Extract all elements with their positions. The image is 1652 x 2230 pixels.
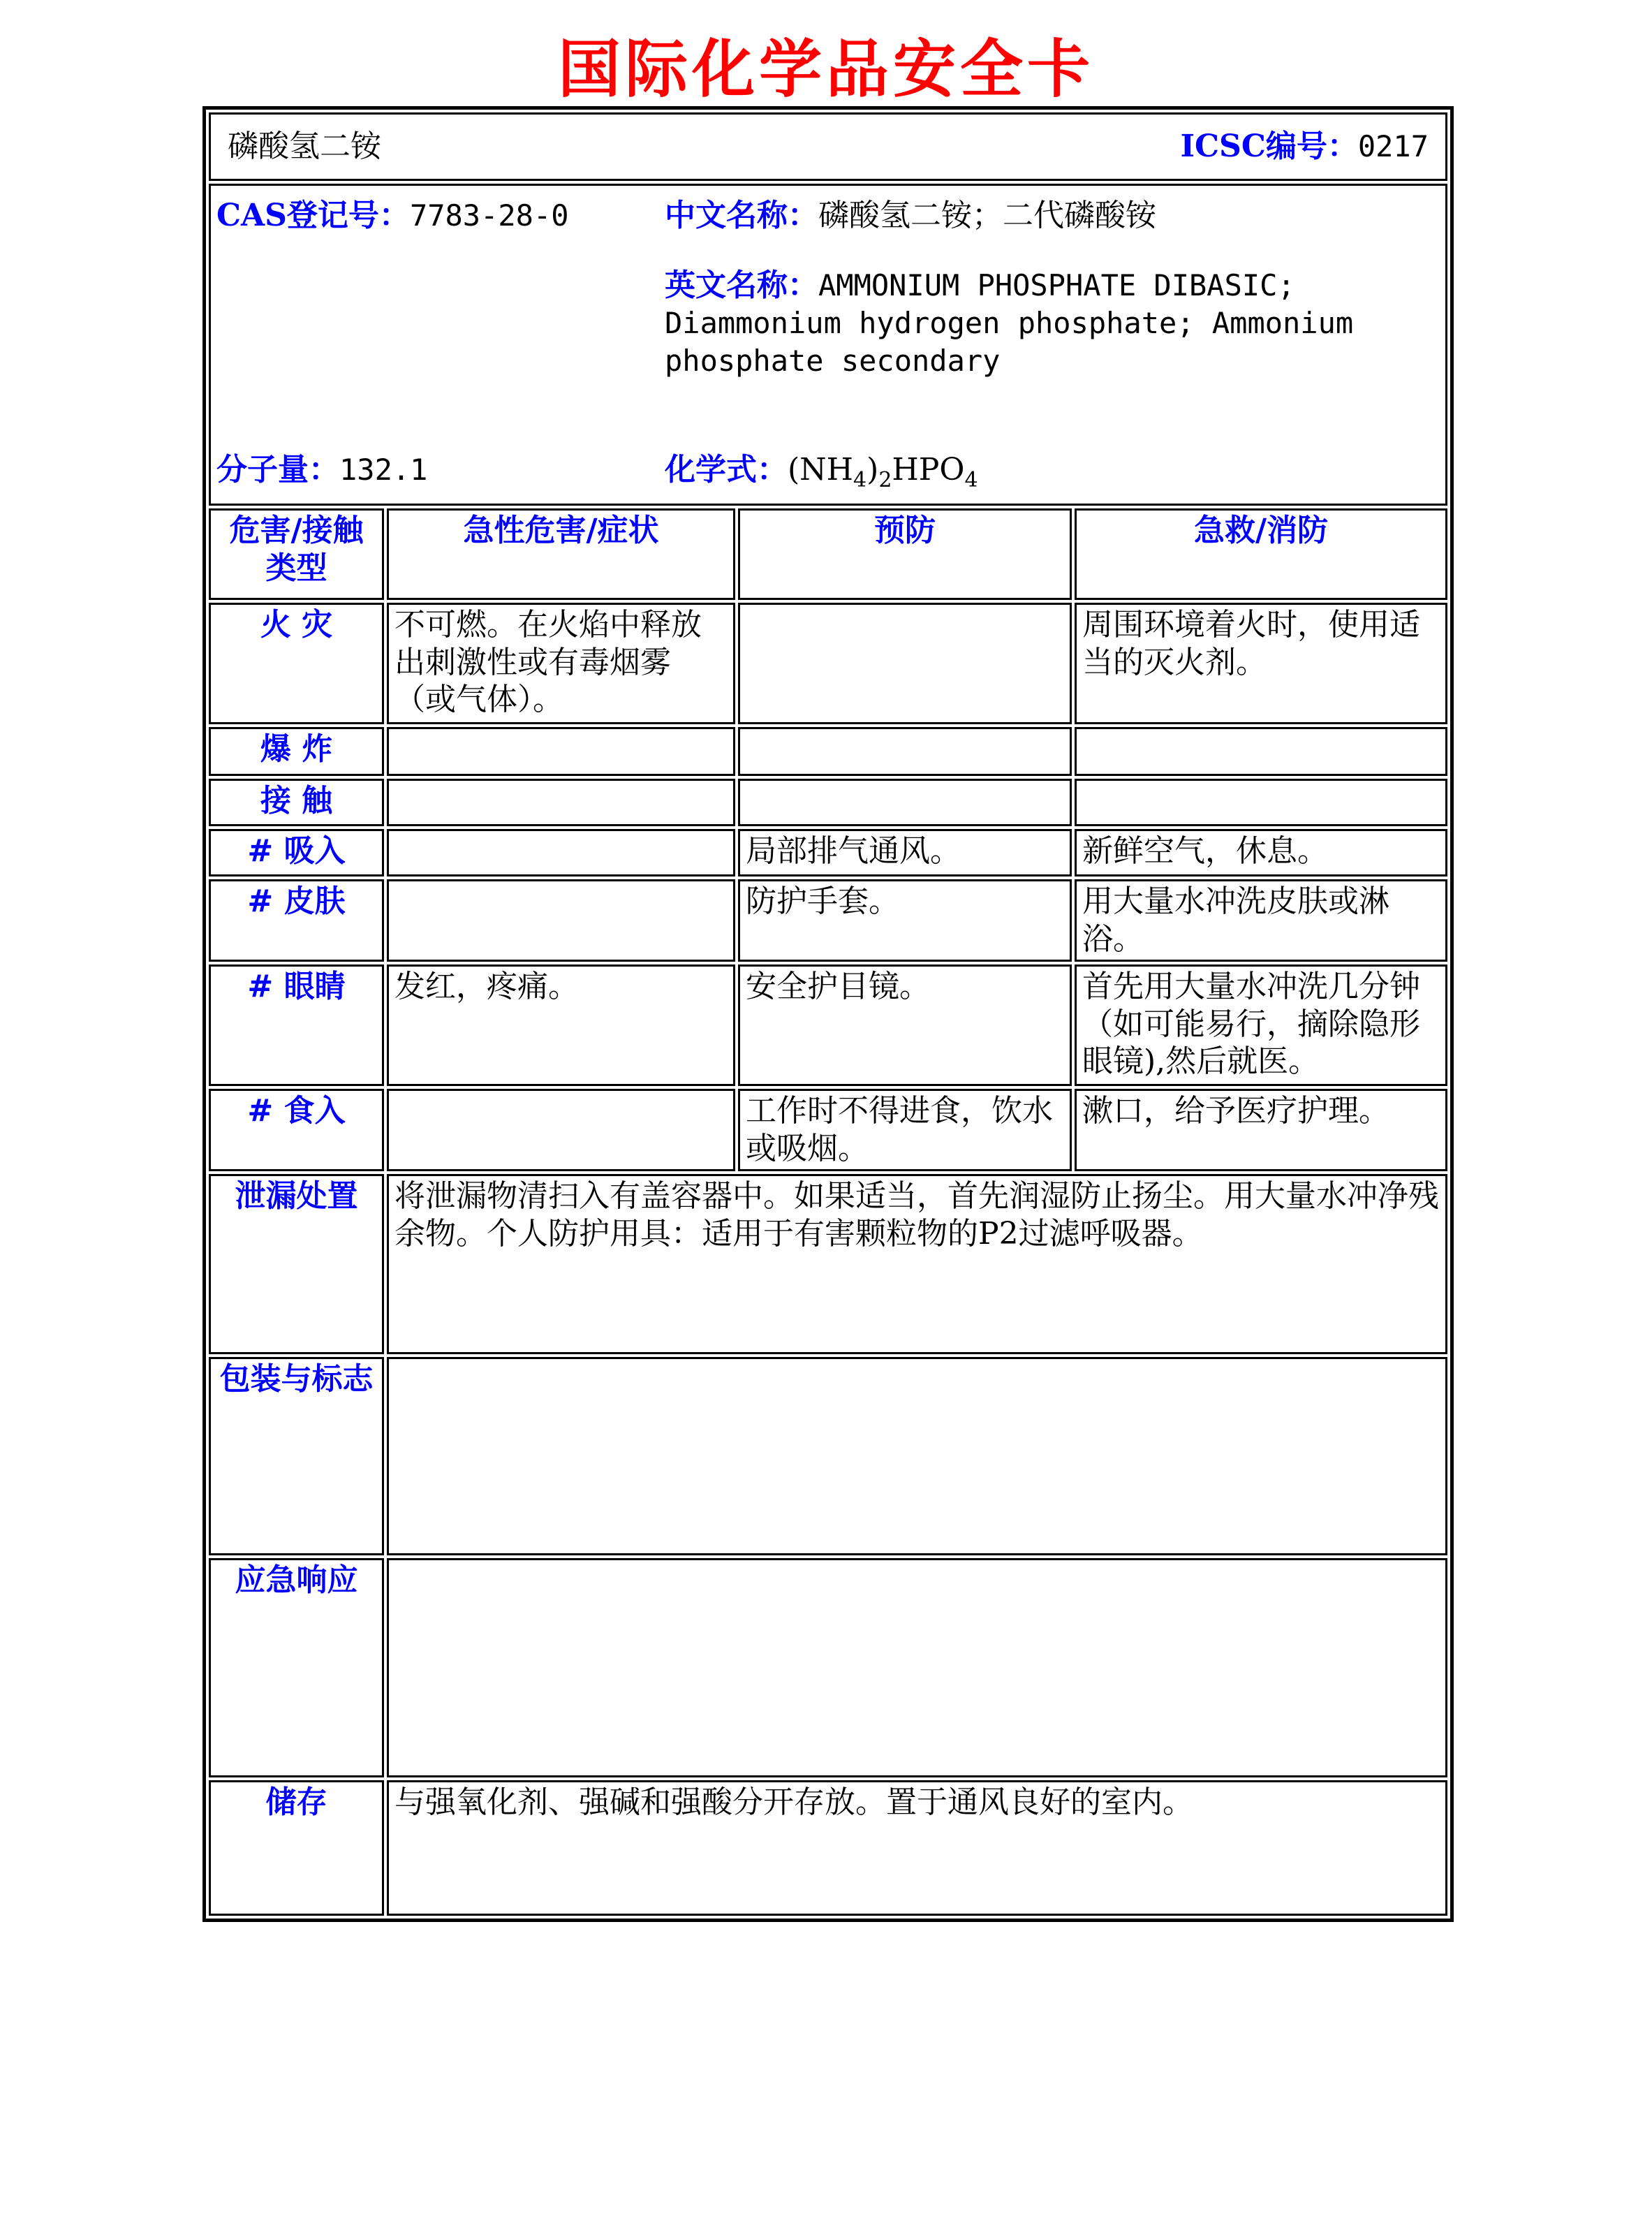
prevention-cell: 局部排气通风。 — [738, 829, 1072, 876]
hazard-row — [209, 964, 1447, 1086]
formula-subscript: 2 — [878, 467, 892, 492]
prevention-cell — [738, 603, 1072, 724]
hazard-column-header-2: 预防 — [738, 508, 1072, 600]
formula-text: HPO — [892, 451, 965, 487]
hazard-column-header-3: 急救/消防 — [1075, 508, 1447, 600]
symptoms-cell — [387, 1089, 735, 1171]
cas-label: CAS登记号： — [216, 198, 410, 233]
substance-name: 磷酸氢二铵 — [228, 129, 381, 165]
section-row — [209, 1357, 1447, 1555]
first-aid-cell: 漱口，给予医疗护理。 — [1075, 1089, 1447, 1171]
section-row — [209, 1780, 1447, 1916]
section-content-cell: 将泄漏物清扫入有盖容器中。如果适当，首先润湿防止扬尘。用大量水冲净残余物。个人防护用具：适用于有害颗粒物的P2过滤呼吸器。 — [387, 1174, 1447, 1354]
formula-value — [788, 451, 978, 492]
prevention-cell: 防护手套。 — [738, 879, 1072, 962]
english-name-group — [665, 267, 1445, 380]
section-row-label: 包装与标志 — [209, 1357, 384, 1555]
hazard-row — [209, 829, 1447, 876]
section-row-label: 泄漏处置 — [209, 1174, 384, 1354]
icsc-card-table — [202, 106, 1454, 1922]
formula-text: ) — [866, 451, 879, 487]
english-name-label: 英文名称： — [665, 267, 818, 303]
symptoms-cell — [387, 779, 735, 826]
prevention-cell — [738, 779, 1072, 826]
first-aid-cell — [1075, 727, 1447, 776]
section-row — [209, 1174, 1447, 1354]
cas-group — [216, 197, 665, 235]
hazard-row-label: # 吸入 — [209, 829, 384, 876]
identity-line-3 — [211, 451, 1445, 492]
hazard-row-label: # 眼睛 — [209, 964, 384, 1086]
identity-cell — [209, 184, 1447, 506]
hazard-header-row — [209, 508, 1447, 600]
formula-subscript: 4 — [853, 467, 867, 492]
prevention-cell: 工作时不得进食，饮水或吸烟。 — [738, 1089, 1072, 1171]
hazard-row-label: # 食入 — [209, 1089, 384, 1171]
icsc-number-value: 0217 — [1357, 129, 1429, 164]
formula-label: 化学式： — [665, 451, 788, 487]
prevention-cell: 安全护目镜。 — [738, 964, 1072, 1086]
symptoms-cell: 发红，疼痛。 — [387, 964, 735, 1086]
first-aid-cell: 首先用大量水冲洗几分钟（如可能易行，摘除隐形眼镜),然后就医。 — [1075, 964, 1447, 1086]
identity-line-1 — [211, 186, 1445, 235]
hazard-column-header-0: 危害/接触类型 — [209, 508, 384, 600]
formula-group — [665, 451, 978, 492]
section-row-label: 储存 — [209, 1780, 384, 1916]
hazard-row-label: 爆 炸 — [209, 727, 384, 776]
chinese-name-label: 中文名称： — [665, 198, 818, 233]
section-content-cell — [387, 1558, 1447, 1777]
formula-subscript: 4 — [964, 467, 978, 492]
cas-value: 7783-28-0 — [409, 198, 569, 233]
page-title: 国际化学品安全卡 — [558, 36, 1094, 105]
card-header-cell — [209, 112, 1447, 181]
icsc-number-group — [1180, 128, 1429, 166]
hazard-row — [209, 727, 1447, 776]
chinese-name-value: 磷酸氢二铵；二代磷酸铵 — [818, 198, 1156, 233]
section-content-cell: 与强氧化剂、强碱和强酸分开存放。置于通风良好的室内。 — [387, 1780, 1447, 1916]
card-header-row — [209, 112, 1447, 181]
english-name-value: AMMONIUM PHOSPHATE DIBASIC; Diammonium hydrogen phosphate; Ammonium phosphate secondary — [665, 267, 1354, 378]
first-aid-cell: 用大量水冲洗皮肤或淋浴。 — [1075, 879, 1447, 962]
hazard-row-label: 接 触 — [209, 779, 384, 826]
symptoms-cell — [387, 879, 735, 962]
first-aid-cell: 新鲜空气，休息。 — [1075, 829, 1447, 876]
molecular-weight-value: 132.1 — [339, 452, 428, 487]
hazard-row — [209, 603, 1447, 724]
icsc-number-label: ICSC编号： — [1180, 129, 1358, 165]
first-aid-cell — [1075, 779, 1447, 826]
hazard-row-label: # 皮肤 — [209, 879, 384, 962]
hazard-row — [209, 1089, 1447, 1171]
first-aid-cell: 周围环境着火时，使用适当的灭火剂。 — [1075, 603, 1447, 724]
section-row — [209, 1558, 1447, 1777]
symptoms-cell — [387, 727, 735, 776]
hazard-row — [209, 779, 1447, 826]
section-row-label: 应急响应 — [209, 1558, 384, 1777]
symptoms-cell — [387, 829, 735, 876]
chinese-name-group — [665, 197, 1156, 235]
identity-row — [209, 184, 1447, 506]
symptoms-cell: 不可燃。在火焰中释放出刺激性或有毒烟雾（或气体）。 — [387, 603, 735, 724]
section-content-cell — [387, 1357, 1447, 1555]
molecular-weight-label: 分子量： — [216, 451, 339, 487]
molecular-weight-group — [216, 451, 665, 489]
formula-text: (NH — [788, 451, 854, 487]
hazard-row-label: 火 灾 — [209, 603, 384, 724]
hazard-row — [209, 879, 1447, 962]
hazard-column-header-1: 急性危害/症状 — [387, 508, 735, 600]
prevention-cell — [738, 727, 1072, 776]
